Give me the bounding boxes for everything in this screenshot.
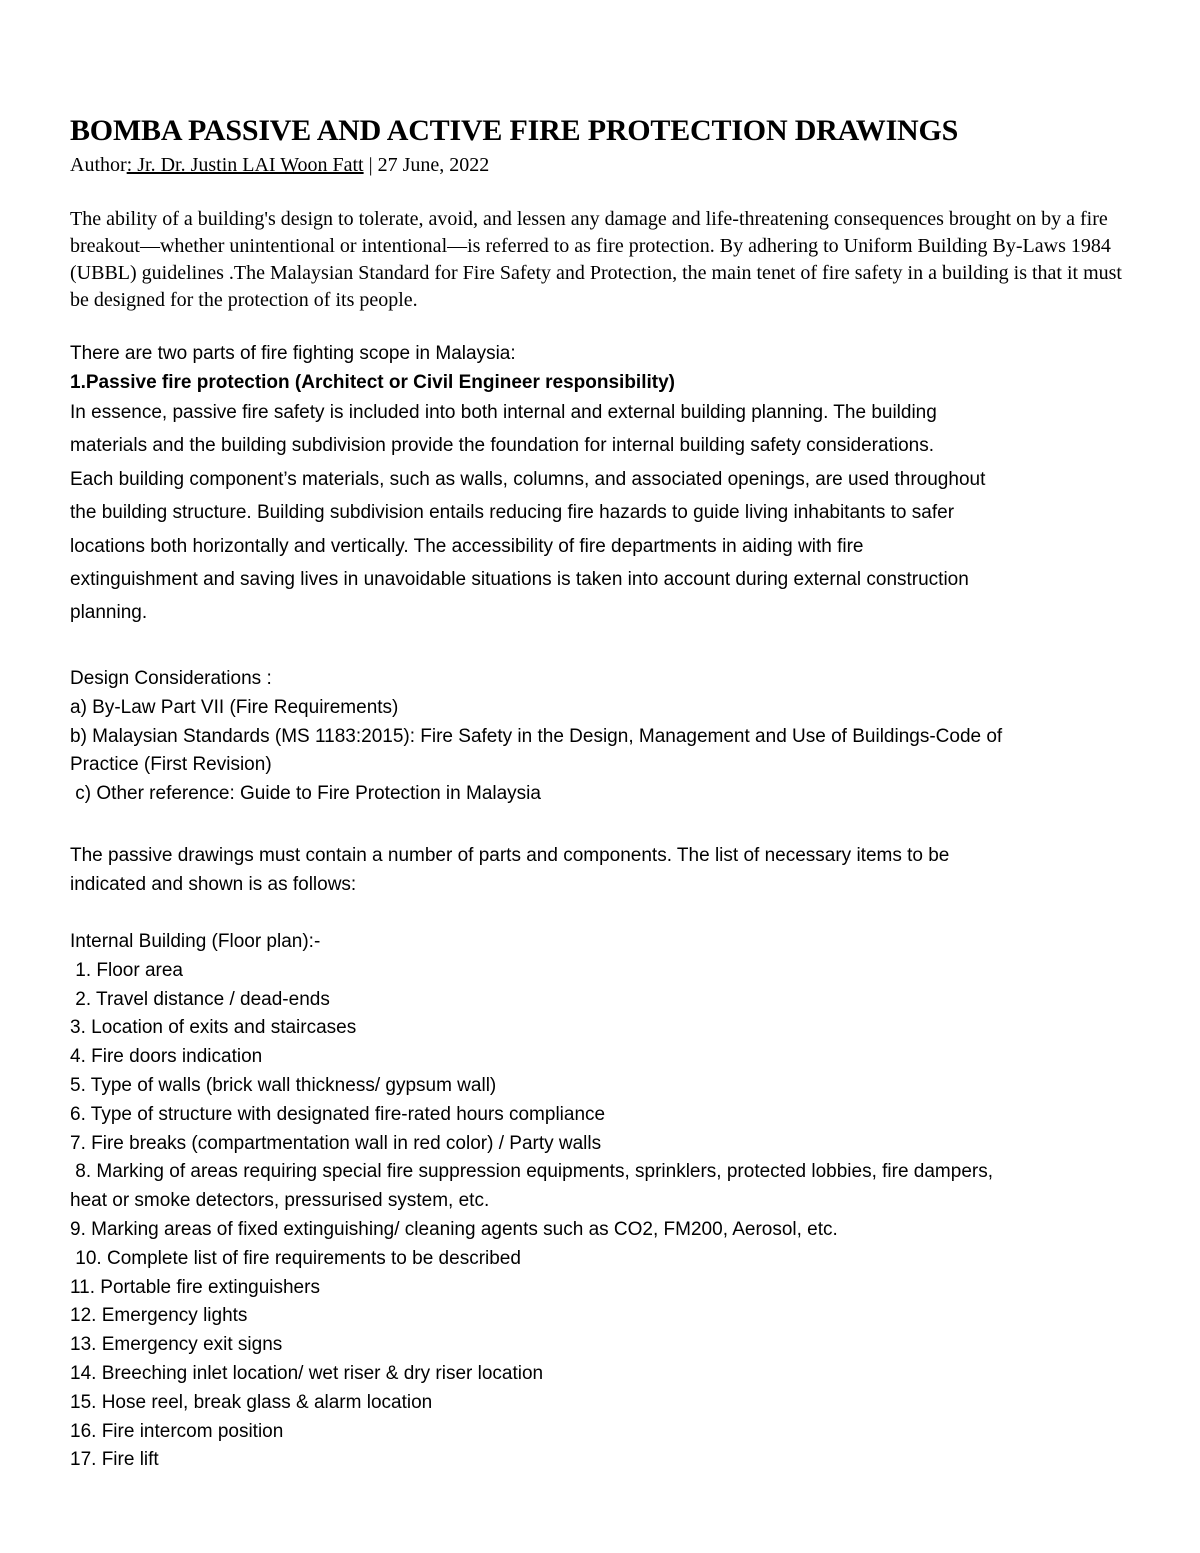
- list-item: 7. Fire breaks (compartmentation wall in red color) / Party walls: [70, 1132, 602, 1154]
- list-item: 11. Portable fire extinguishers: [70, 1276, 320, 1298]
- scope-heading: There are two parts of fire fighting scope in Malaysia:: [70, 343, 516, 364]
- list-item: 5. Type of walls (brick wall thickness/ gypsum wall): [70, 1074, 497, 1096]
- drawings-intro: [70, 842, 1130, 900]
- passive-body-line: planning.: [70, 602, 148, 624]
- list-item: 15. Hose reel, break glass & alarm location: [70, 1391, 433, 1413]
- scope-section: [70, 340, 1130, 398]
- page-title: BOMBA PASSIVE AND ACTIVE FIRE PROTECTION DRAWINGS: [70, 114, 959, 147]
- design-item: Practice (First Revision): [70, 754, 272, 776]
- design-item: c) Other reference: Guide to Fire Protection in Malaysia: [70, 783, 541, 805]
- list-item: 8. Marking of areas requiring special fire suppression equipments, sprinklers, protected lobbies, fire dampers,: [70, 1161, 994, 1183]
- passive-body-line: locations both horizontally and vertically. The accessibility of fire departments in aiding with fire: [70, 535, 864, 557]
- list-item: 10. Complete list of fire requirements to be described: [70, 1247, 521, 1269]
- design-considerations: [70, 665, 1130, 809]
- list-item: 4. Fire doors indication: [70, 1046, 263, 1068]
- list-item: 1. Floor area: [70, 959, 183, 981]
- author-name-link[interactable]: : Jr. Dr. Justin LAI Woon Fatt: [126, 154, 364, 176]
- list-item: 13. Emergency exit signs: [70, 1334, 283, 1356]
- list-item: 6. Type of structure with designated fire-rated hours compliance: [70, 1103, 606, 1125]
- list-item: heat or smoke detectors, pressurised system, etc.: [70, 1190, 490, 1212]
- author-line: [70, 154, 489, 177]
- passive-body-line: In essence, passive fire safety is included into both internal and external building planning. The building: [70, 402, 937, 423]
- internal-building-list: [70, 928, 1130, 1475]
- publish-date: | 27 June, 2022: [363, 154, 490, 176]
- list-item: 12. Emergency lights: [70, 1305, 248, 1327]
- design-item: b) Malaysian Standards (MS 1183:2015): Fire Safety in the Design, Management and Use of Buildings-Code of: [70, 725, 1003, 747]
- drawings-intro-line: The passive drawings must contain a number of parts and components. The list of necessary items to be: [70, 845, 950, 866]
- list-item: 17. Fire lift: [70, 1449, 159, 1471]
- passive-body-line: materials and the building subdivision provide the foundation for internal building safety considerations.: [70, 435, 934, 457]
- passive-body: [70, 396, 1130, 630]
- design-heading: Design Considerations :: [70, 668, 272, 689]
- list-item: 2. Travel distance / dead-ends: [70, 988, 330, 1010]
- list-item: 9. Marking areas of fixed extinguishing/ cleaning agents such as CO2, FM200, Aerosol, etc.: [70, 1218, 838, 1240]
- list-item: 14. Breeching inlet location/ wet riser & dry riser location: [70, 1362, 544, 1384]
- passive-body-line: Each building component’s materials, such as walls, columns, and associated openings, are used throughout: [70, 468, 986, 490]
- passive-body-line: the building structure. Building subdivision entails reducing fire hazards to guide living inhabitants to safer: [70, 502, 955, 524]
- drawings-intro-line: indicated and shown is as follows:: [70, 873, 357, 895]
- author-prefix: Author: [70, 154, 127, 176]
- intro-paragraph: The ability of a building's design to tolerate, avoid, and lessen any damage and life-threatening consequences brought on by a fire breakout—whether unintentional or intentional—is referred to as fire protection. By adhering to Uniform Building By-Laws 1984 (UBBL) guidelines .The Malaysian Standard for Fire Safety and Protection, the main tenet of fire safety in a building is that it must be designed for the protection of its people.: [70, 208, 1122, 311]
- passive-body-line: extinguishment and saving lives in unavoidable situations is taken into account during external construction: [70, 569, 969, 591]
- design-item: a) By-Law Part VII (Fire Requirements): [70, 696, 399, 718]
- internal-heading: Internal Building (Floor plan):-: [70, 931, 321, 952]
- list-item: 16. Fire intercom position: [70, 1420, 284, 1442]
- list-item: 3. Location of exits and staircases: [70, 1017, 357, 1039]
- passive-heading: 1.Passive fire protection (Architect or Civil Engineer responsibility): [70, 371, 675, 393]
